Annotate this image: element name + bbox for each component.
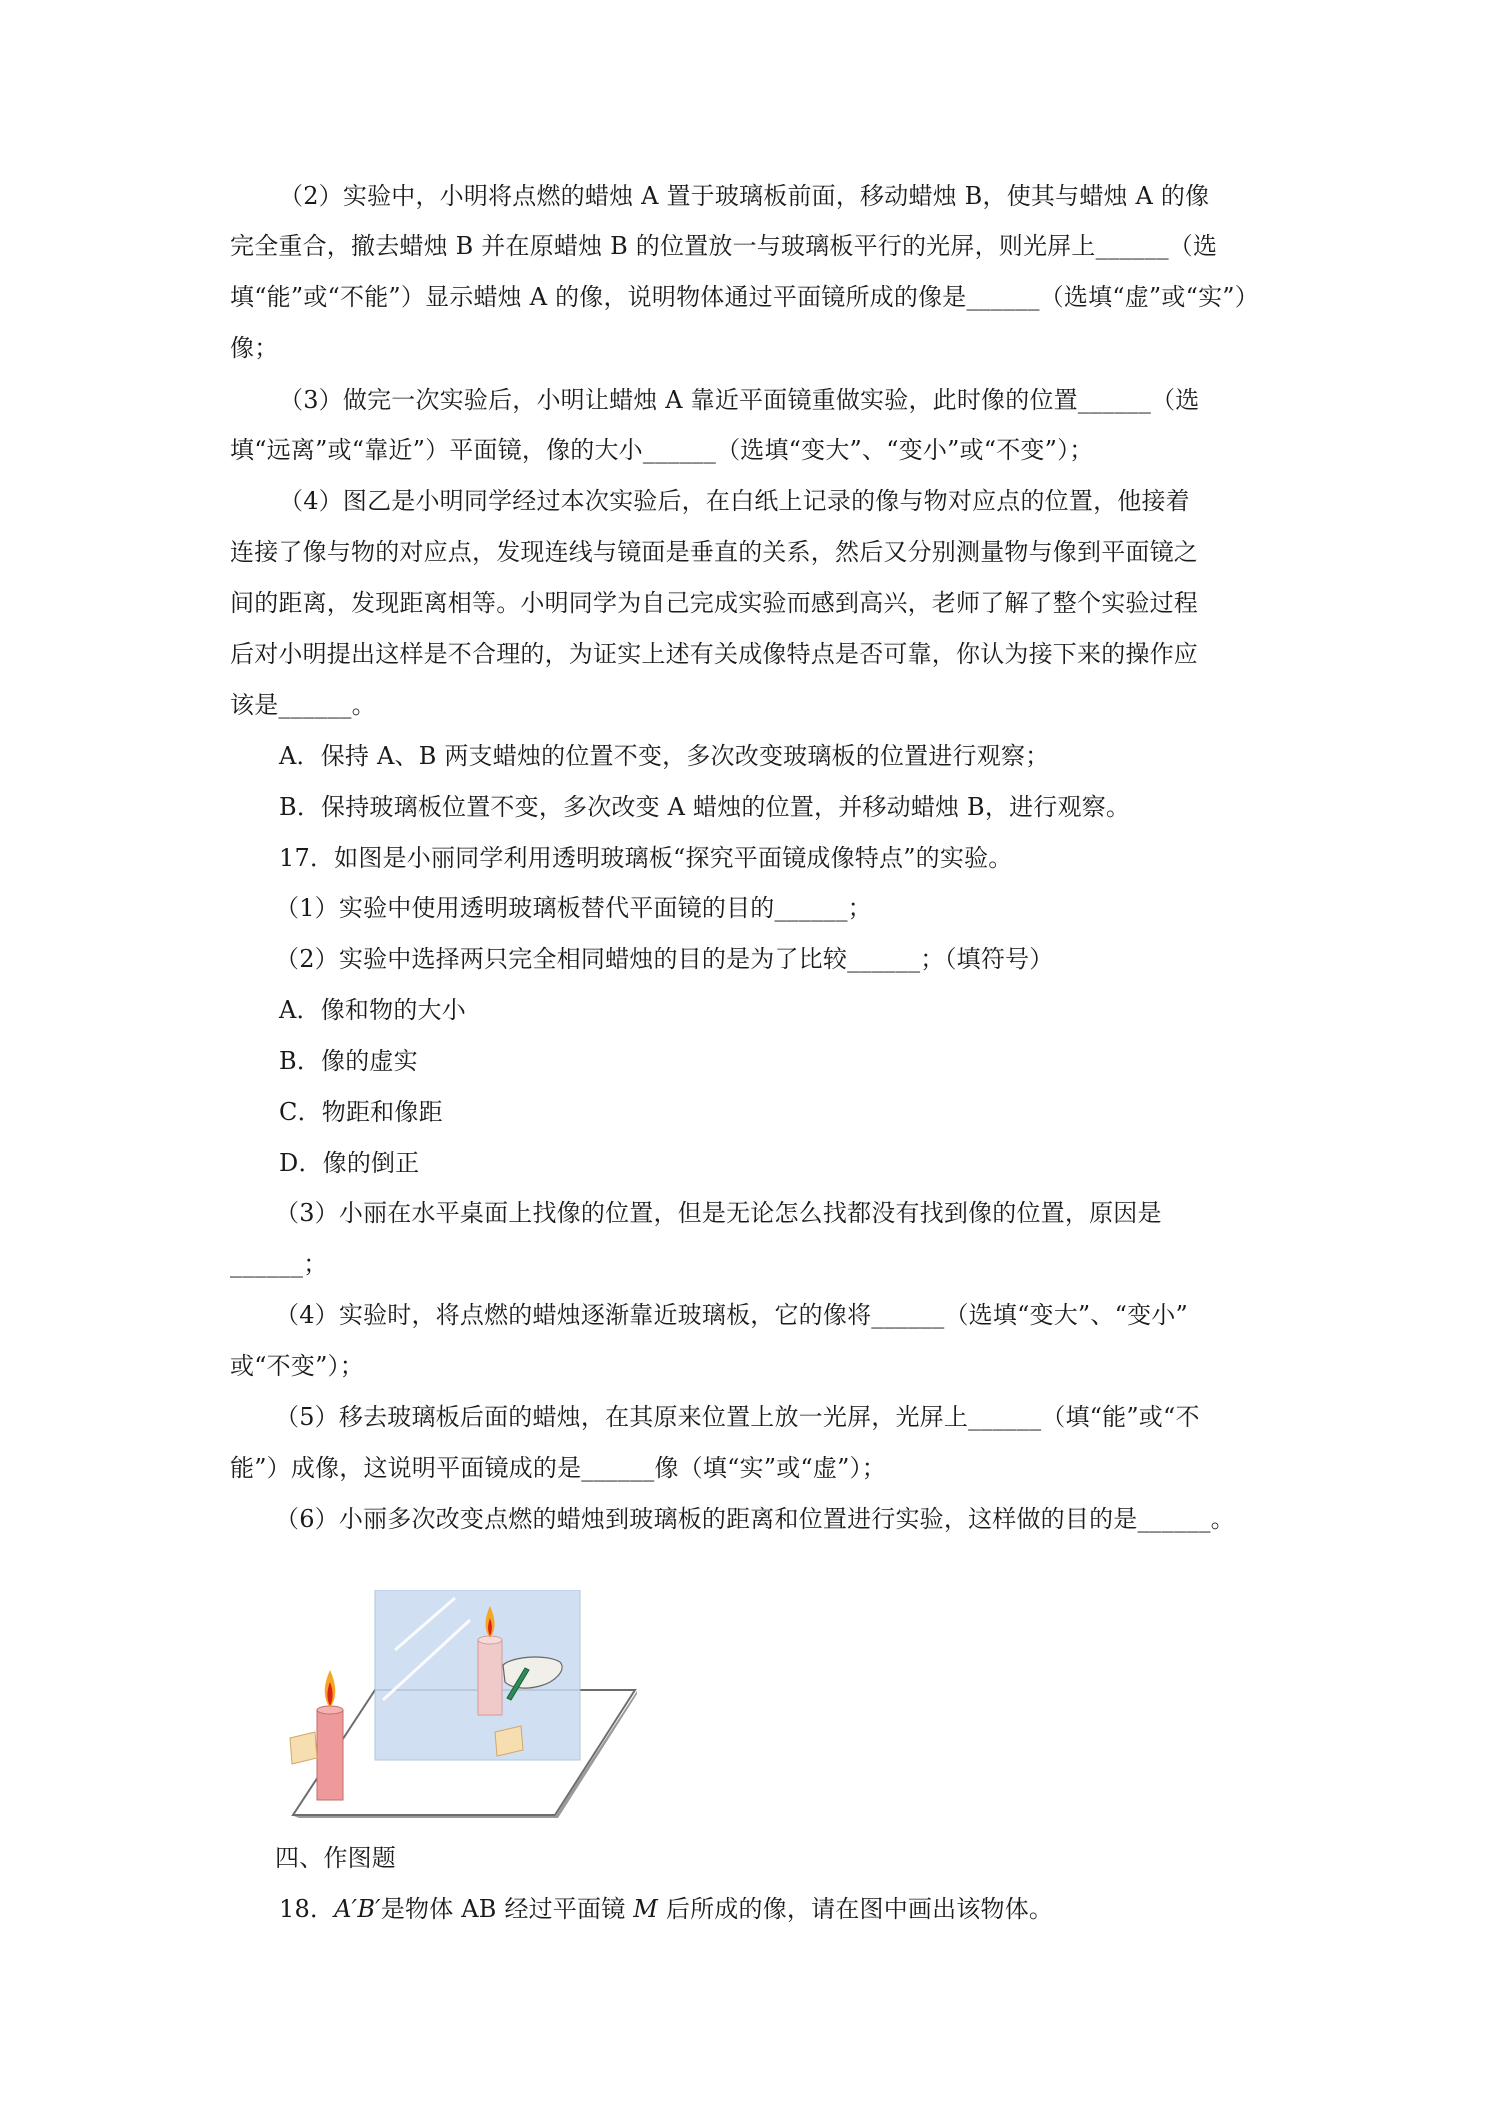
q16-p2-line3: 填“能”或“不能”）显示蜡烛 A 的像，说明物体通过平面镜所成的像是______（选填“虚”或“实”） <box>230 283 1259 311</box>
q16-option-b: B．保持玻璃板位置不变，多次改变 A 蜡烛的位置，并移动蜡烛 B，进行观察。 <box>279 793 1131 821</box>
left-support <box>290 1732 317 1764</box>
q16-p4-line2: 连接了像与物的对应点，发现连线与镜面是垂直的关系，然后又分别测量物与像到平面镜之 <box>230 538 1198 566</box>
front-candle <box>317 1710 343 1800</box>
q16-p3-line2: 填“远离”或“靠近”）平面镜，像的大小______（选填“变大”、“变小”或“不变”）； <box>230 436 1094 464</box>
q16-p4-line5: 该是______。 <box>230 691 376 719</box>
q17-s3-line1: （3）小丽在水平桌面上找像的位置，但是无论怎么找都没有找到像的位置，原因是 <box>275 1199 1162 1227</box>
q17-option-d: D．像的倒正 <box>279 1149 420 1177</box>
q18-number: 18． <box>279 1895 335 1923</box>
q18-mid-text: 是物体 AB 经过平面镜 <box>380 1895 634 1923</box>
q17-s4-line2: 或“不变”）； <box>230 1352 364 1380</box>
q18-text <box>279 1893 1329 1925</box>
q16-p3-line1: （3）做完一次实验后，小明让蜡烛 A 靠近平面镜重做实验，此时像的位置______（选 <box>279 386 1200 414</box>
q17-s4-line1: （4）实验时，将点燃的蜡烛逐渐靠近玻璃板，它的像将______（选填“变大”、“变小” <box>275 1301 1188 1329</box>
q16-p4-line3: 间的距离，发现距离相等。小明同学为自己完成实验而感到高兴，老师了解了整个实验过程 <box>230 589 1198 617</box>
q16-p4-line1: （4）图乙是小明同学经过本次实验后，在白纸上记录的像与物对应点的位置，他接着 <box>279 487 1190 515</box>
q17-s1: （1）实验中使用透明玻璃板替代平面镜的目的______； <box>275 894 872 922</box>
q17-s6: （6）小丽多次改变点燃的蜡烛到玻璃板的距离和位置进行实验，这样做的目的是______。 <box>275 1505 1235 1533</box>
q16-p2-line1: （2）实验中，小明将点燃的蜡烛 A 置于玻璃板前面，移动蜡烛 B，使其与蜡烛 A 的像 <box>279 182 1210 210</box>
q17-s5-line2: 能”）成像，这说明平面镜成的是______像（填“实”或“虚”）； <box>230 1454 886 1482</box>
q18-mirror-label: M <box>633 1895 659 1923</box>
q17-option-c: C．物距和像距 <box>279 1098 443 1126</box>
q18-end-text: 后所成的像，请在图中画出该物体。 <box>658 1895 1054 1923</box>
q17-s3-line2: ______； <box>230 1250 328 1278</box>
rear-candle <box>478 1640 502 1715</box>
q17-title: 17．如图是小丽同学利用透明玻璃板“探究平面镜成像特点”的实验。 <box>279 844 1013 872</box>
q17-option-b: B．像的虚实 <box>279 1047 418 1075</box>
q18-image-label: A′B′ <box>334 1895 381 1923</box>
experiment-figure <box>285 1590 645 1830</box>
q17-option-a: A．像和物的大小 <box>279 996 466 1024</box>
q16-p2-line2: 完全重合，撤去蜡烛 B 并在原蜡烛 B 的位置放一与玻璃板平行的光屏，则光屏上______（选 <box>230 232 1218 260</box>
q17-s2: （2）实验中选择两只完全相同蜡烛的目的是为了比较______；（填符号） <box>275 945 1054 973</box>
q17-s5-line1: （5）移去玻璃板后面的蜡烛，在其原来位置上放一光屏，光屏上______（填“能”或“不 <box>275 1403 1200 1431</box>
q16-option-a: A．保持 A、B 两支蜡烛的位置不变，多次改变玻璃板的位置进行观察； <box>279 742 1050 770</box>
q16-p4-line4: 后对小明提出这样是不合理的，为证实上述有关成像特点是否可靠，你认为接下来的操作应 <box>230 640 1198 668</box>
section-4-heading: 四、作图题 <box>275 1844 396 1872</box>
q16-p2-line4: 像； <box>230 334 279 362</box>
